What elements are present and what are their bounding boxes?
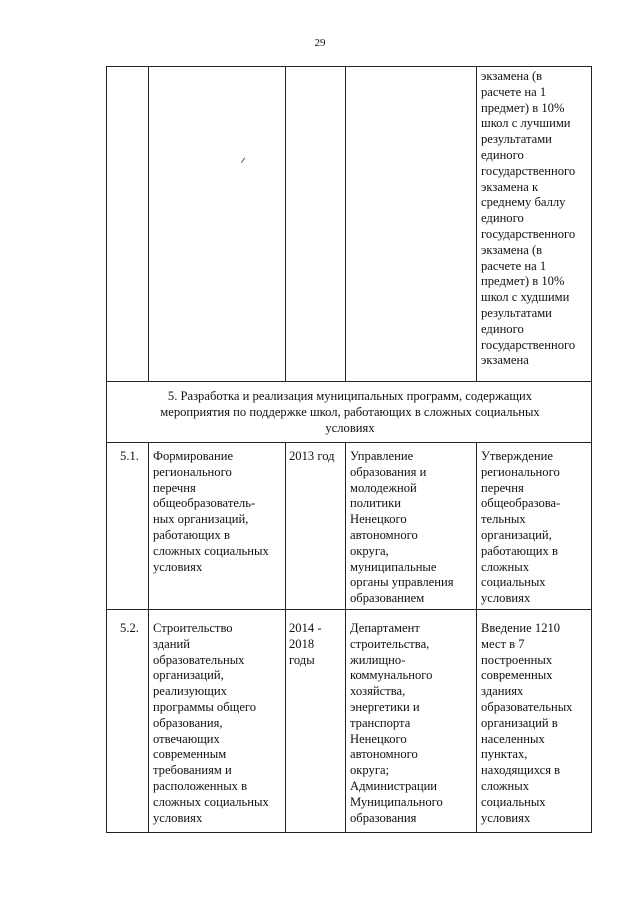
column-divider: [345, 66, 346, 382]
row-divider: [106, 609, 592, 610]
row-activity: Формирование регионального перечня общеобразователь- ных организаций, работающих в сложных социальных условиях: [153, 449, 269, 574]
column-divider: [476, 66, 477, 382]
section-title: 5. Разработка и реализация муниципальных программ, содержащих мероприятия по поддержке школ, работающих в сложных социальных условиях: [160, 389, 540, 435]
column-divider: [285, 66, 286, 382]
column-divider: [285, 442, 286, 833]
continuation-result-cell: экзамена (в расчете на 1 предмет) в 10% школ с лучшими результатами единого государственного экзамена к среднему баллу единого государственного экзамена (в расчете на 1 предмет) в 10% школ с худшими результатами единого государственного экзамена: [481, 69, 576, 368]
row-divider: [106, 381, 592, 382]
row-executor: Управление образования и молодежной политики Ненецкого автономного округа, муниципальные органы управления образованием: [350, 449, 454, 606]
table-left-border: [106, 66, 107, 833]
pencil-mark: [241, 158, 250, 167]
row-divider: [106, 442, 592, 443]
table-bottom-border: [106, 832, 592, 833]
row-result: Введение 1210 мест в 7 построенных современных зданиях образовательных организаций в населенных пунктах, находящихся в сложных социальных условиях: [481, 621, 573, 825]
column-divider: [148, 442, 149, 833]
row-number: 5.2.: [120, 621, 139, 635]
row-period: 2013 год: [289, 449, 335, 463]
row-period: 2014 - 2018 годы: [289, 621, 322, 667]
page-number: 29: [314, 37, 326, 49]
table-right-border: [591, 66, 592, 833]
column-divider: [148, 66, 149, 382]
column-divider: [476, 442, 477, 833]
row-executor: Департамент строительства, жилищно- коммунального хозяйства, энергетики и транспорта Ненецкого автономного округа; Администрации Муниципального образования: [350, 621, 443, 825]
row-number: 5.1.: [120, 449, 139, 463]
row-result: Утверждение регионального перечня общеобразова- тельных организаций, работающих в сложных социальных условиях: [481, 449, 561, 606]
column-divider: [345, 442, 346, 833]
row-activity: Строительство зданий образовательных организаций, реализующих программы общего образования, отвечающих современным требованиям и расположенных в сложных социальных условиях: [153, 621, 269, 825]
table-top-border: [106, 66, 592, 67]
